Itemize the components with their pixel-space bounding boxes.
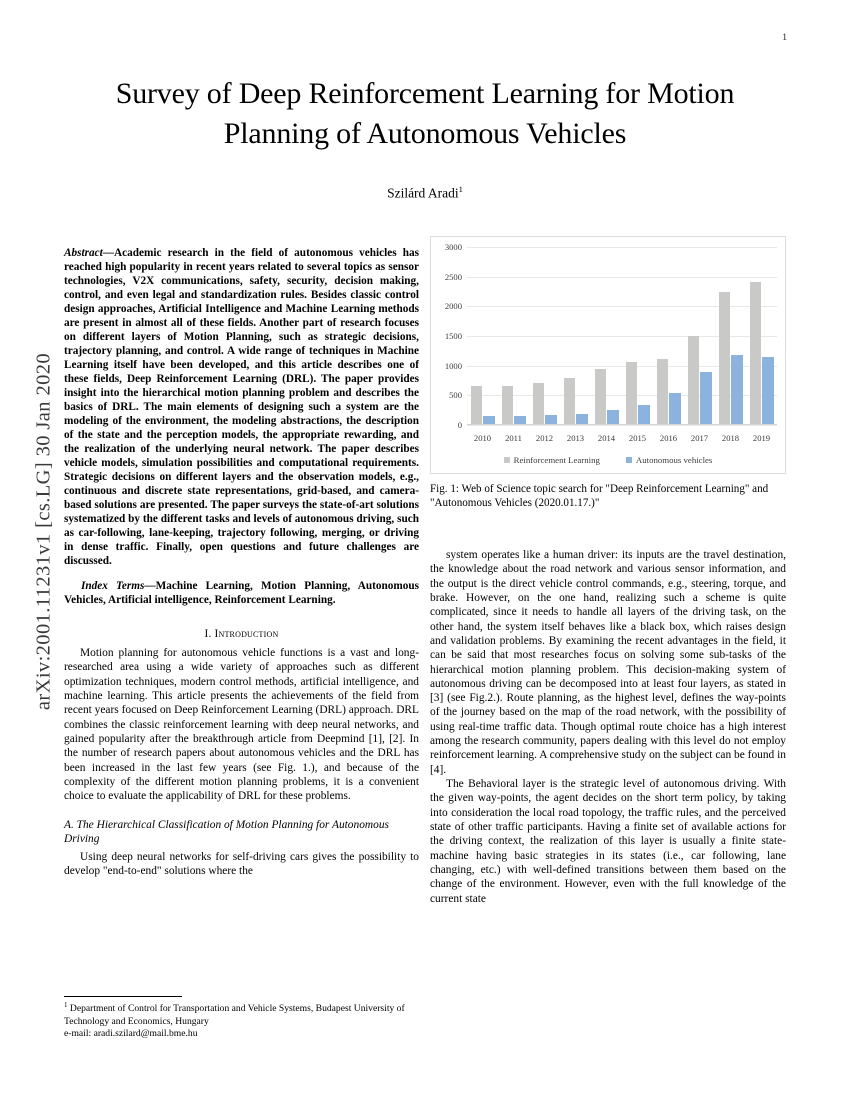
chart-legend-swatch xyxy=(626,457,632,463)
page-title: Survey of Deep Reinforcement Learning for Motion Planning of Autonomous Vehicles xyxy=(115,77,735,150)
arxiv-stamp: arXiv:2001.11231v1 [cs.LG] 30 Jan 2020 xyxy=(32,352,55,711)
chart-x-tick-label: 2016 xyxy=(659,433,678,443)
chart-gridline xyxy=(457,420,777,430)
intro-paragraph-1: Motion planning for autonomous vehicle functions is a vast and long-researched area using a wide variety of approaches such as different optimization techniques, modern control methods, artificial intelligence, and machine learning. This article presents the achievements of the field from recent years focused on Deep Reinforcement Learning (DRL) approach. DRL combines the classic reinforcement learning with deep neural networks, and gained popularity after the breakthrough article from Deepmind [1], [2]. In the number of research papers about autonomous vehicles and the DRL has been increased in the last few years (see Fig. 1.), and because of the complexity of the different motion planning problems, it is a convenient choice to evaluate the applicability of DRL for these problems. xyxy=(64,647,419,803)
chart-x-tick-label: 2019 xyxy=(752,433,771,443)
author-footnote-marker: 1 xyxy=(458,183,463,194)
footnote-block xyxy=(64,996,416,1041)
chart-x-tick-label: 2012 xyxy=(535,433,554,443)
chart-bar-group xyxy=(653,247,684,425)
subsection-a-paragraph-1: Using deep neural networks for self-driving cars gives the possibility to develop "end-to-end" solutions where the xyxy=(64,850,419,878)
chart-bar xyxy=(669,393,681,425)
chart-legend xyxy=(431,455,785,465)
right-paragraph-1: system operates like a human driver: its inputs are the travel destination, the knowledge about the road network and various sensor information, and the output is the direct vehicle control commands, e.g., steering, torque, and brake. However, on the one hand, realizing such a scheme is quite complicated, since it needs to handle all layers of the driving task, on the other hand, the system itself behaves like a black box, which raises design and validation problems. By examining the recent advantages in the field, it can be said that most researches focus on solving some sub-tasks of the hierarchical motion planning problem. This decision-making system of autonomous driving can be decomposed into at least four layers, as stated in [3] (see Fig.2.). Route planning, as the highest level, defines the way-points of the journey based on the map of the road network, with the possibility of using real-time traffic data. Though optimal route choice has a high interest among the research community, papers dealing with this level do not employ reinforcement learning. A comprehensive study on the subject can be found in [4]. xyxy=(430,549,786,776)
index-terms-paragraph xyxy=(64,579,419,607)
chart-y-tick-label: 1500 xyxy=(444,331,462,341)
subsection-heading-a: A. The Hierarchical Classification of Motion Planning for Autonomous Driving xyxy=(64,818,389,846)
chart-y-tick-label: 2000 xyxy=(444,301,462,312)
chart-bar-group xyxy=(467,247,498,425)
chart-y-tick-label: 500 xyxy=(449,390,462,401)
chart-bar xyxy=(502,386,514,425)
footnote-email: e-mail: aradi.szilard@mail.bme.hu xyxy=(64,1028,198,1040)
chart-y-tick-label: 0 xyxy=(457,420,462,430)
title-block xyxy=(62,74,788,201)
chart-bar-group xyxy=(622,247,653,425)
chart-bar xyxy=(533,383,545,425)
chart-bar-web-of-science xyxy=(430,236,786,474)
index-terms-lead-label: Index Terms— xyxy=(81,580,156,592)
chart-x-tick-label: 2015 xyxy=(628,433,647,443)
chart-x-tick-label: 2017 xyxy=(690,433,709,443)
chart-bar-group xyxy=(591,247,622,425)
footnote-rule xyxy=(64,996,182,997)
footnote-marker: 1 xyxy=(64,1001,68,1009)
chart-bar-group xyxy=(498,247,529,425)
chart-x-tick-labels xyxy=(467,433,777,443)
page-number: 1 xyxy=(782,33,787,43)
author-name: Szilárd Aradi xyxy=(387,185,459,201)
chart-x-tick-label: 2010 xyxy=(473,433,492,443)
chart-legend-label: Autonomous vehicles xyxy=(635,455,713,465)
chart-y-tick-label: 2500 xyxy=(444,271,462,282)
footnote-affiliation xyxy=(64,1001,416,1028)
chart-y-tick-label: 1000 xyxy=(444,360,462,371)
chart-bar xyxy=(595,369,607,425)
chart-bar xyxy=(657,359,669,425)
chart-legend-label: Reinforcement Learning xyxy=(513,455,600,465)
abstract-lead-label: Abstract— xyxy=(64,247,115,259)
chart-x-axis-line xyxy=(467,424,777,425)
chart-x-tick-label: 2018 xyxy=(721,433,740,443)
chart-bar-group xyxy=(560,247,591,425)
chart-legend-swatch xyxy=(504,457,510,463)
index-terms-text: Machine Learning, Motion Planning, Autonomous Vehicles, Artificial intelligence, Reinforcement Learning. xyxy=(64,580,419,606)
right-paragraph-2: The Behavioral layer is the strategic level of autonomous driving. With the given way-points, the agent decides on the short term policy, by taking into consideration the local road topology, the traffic rules, and the perceived state of other traffic participants. Having a finite set of available actions for the driving context, the realization of this layer is usually a finite state-machine having basic strategies in its states (i.e., car following, lane changing, etc.) with well-defined transitions between them based on the change of the environment. However, even with the full knowledge of the current state xyxy=(430,778,786,905)
chart-x-tick-label: 2014 xyxy=(597,433,616,443)
chart-bar xyxy=(626,362,638,425)
chart-bar-group xyxy=(715,247,746,425)
chart-bar xyxy=(471,386,483,425)
author-line xyxy=(62,184,788,202)
chart-x-tick-label: 2011 xyxy=(505,433,522,443)
chart-bar-group xyxy=(529,247,560,425)
section-heading-introduction: I. Introduction xyxy=(204,628,279,640)
chart-bar xyxy=(688,336,700,425)
chart-bar xyxy=(750,282,762,425)
chart-bars xyxy=(467,247,777,425)
figure-caption: Fig. 1: Web of Science topic search for "Deep Reinforcement Learning" and "Autonomous Vehicles (2020.01.17.)" xyxy=(430,483,769,509)
chart-bar xyxy=(731,355,743,425)
chart-bar xyxy=(638,405,650,425)
abstract-text: Academic research in the field of autonomous vehicles has reached high popularity in recent years related to several topics as sensor technologies, V2X communications, safety, security, decision making, control, and even legal and standardization rules. Besides classic control design approaches, Artificial Intelligence and Machine Learning methods are present in almost all of these fields. Another part of research focuses on different layers of Motion Planning, such as strategic decisions, trajectory planning, and control. A wide range of techniques in Machine Learning itself have been developed, and this article describes one of these fields, Deep Reinforcement Learning (DRL). The paper provides insight into the hierarchical motion planning problem and describes the basics of DRL. The main elements of designing such a system are the modeling of the environment, the modeling abstractions, the description of the state and the perception models, the appropriate rewarding, and the realization of the underlying neural network. The paper describes vehicle models, simulation possibilities and computational requirements. Strategic decisions on different layers and the observation models, e.g., continuous and discrete state representations, grid-based, and camera-based solutions are presented. The paper surveys the state-of-art solutions systematized by the different tasks and levels of autonomous driving, such as car-following, lane-keeping, trajectory following, merging, or driving in dense traffic. Finally, open questions and future challenges are discussed. xyxy=(64,247,419,567)
chart-legend-item xyxy=(626,455,712,465)
chart-bar-group xyxy=(746,247,777,425)
chart-plot-area xyxy=(444,242,777,430)
chart-bar-group xyxy=(684,247,715,425)
footnote-affiliation-text: Department of Control for Transportation and Vehicle Systems, Budapest University of Technology and Economics, Hungary xyxy=(64,1003,405,1027)
chart-bar xyxy=(564,378,576,425)
chart-x-tick-label: 2013 xyxy=(566,433,585,443)
chart-bar xyxy=(607,410,619,425)
chart-legend-item xyxy=(504,455,600,465)
right-column xyxy=(430,548,786,906)
chart-bar xyxy=(700,372,712,425)
left-column xyxy=(64,246,419,878)
chart-y-tick-label: 3000 xyxy=(444,242,462,252)
chart-bar xyxy=(762,357,774,425)
chart-bar xyxy=(719,292,731,425)
abstract-paragraph xyxy=(64,246,419,568)
figure-1 xyxy=(430,236,786,511)
